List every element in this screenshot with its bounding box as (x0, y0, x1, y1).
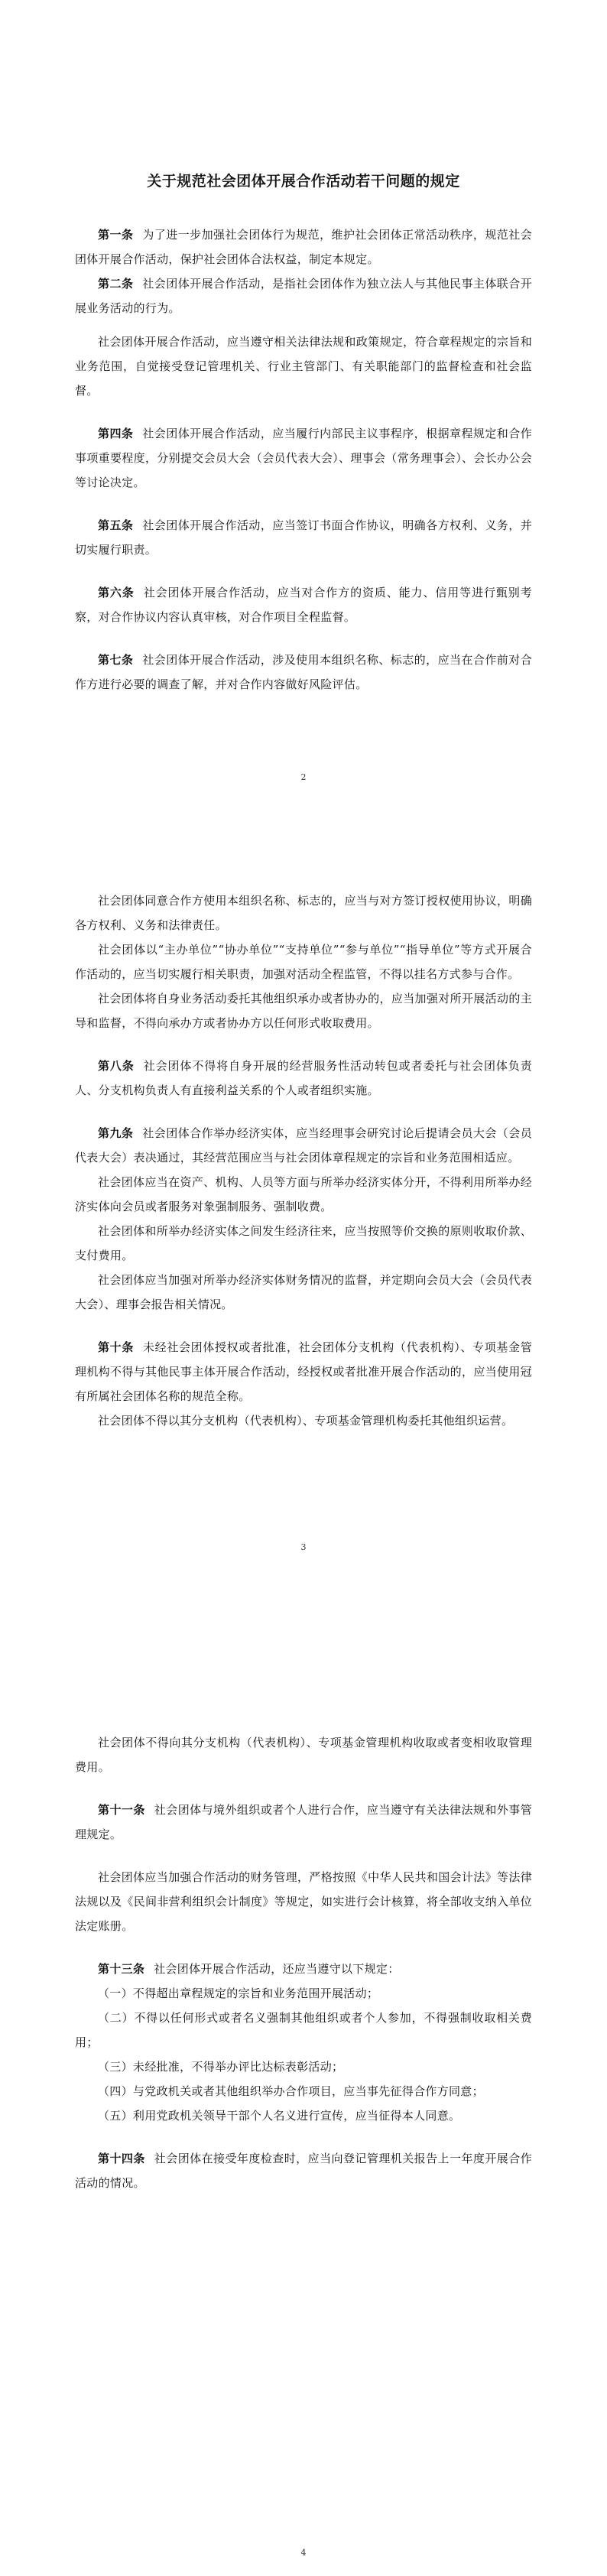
list-item-text: （五）利用党政机关领导干部个人名义进行宣传，应当征得本人同意。 (98, 2109, 461, 2123)
paragraph-text: 社会团体以“主办单位”“协办单位”“支持单位”“参与单位”“指导单位”等方式开展合作活动的，应当切实履行相关职责，加强对活动全程监管，不得以挂名方式参与合作。 (75, 943, 532, 981)
paragraph (75, 1865, 532, 1938)
paragraph (75, 888, 532, 937)
page-number: 2 (300, 772, 307, 782)
article-14 (75, 2146, 532, 2195)
paragraph-text: 社会团体将自身业务活动委托其他组织承办或者协办的，应当加强对所开展活动的主导和监督，不得向承办方或者协办方以任何形式收取费用。 (75, 992, 532, 1030)
paragraph (75, 1730, 532, 1779)
article-13 (75, 1957, 532, 1981)
paragraph-text: 社会团体应当在资产、机构、人员等方面与所举办经济实体分开，不得利用所举办经济实体向会员或者服务对象强制服务、强制收费。 (75, 1175, 532, 1213)
page-3 (0, 1717, 607, 2576)
article-text: 社会团体开展合作活动，应当签订书面合作协议，明确各方权利、义务，并切实履行职责。 (75, 518, 533, 557)
list-item (75, 2055, 532, 2079)
paragraph-text: 社会团体开展合作活动，应当遵守相关法律法规和政策规定，符合章程规定的宗旨和业务范围，自觉接受登记管理机关、行业主管部门、有关职能部门的监督检查和社会监督。 (75, 335, 532, 398)
paragraph (75, 937, 532, 986)
article-label: 第七条 (98, 653, 134, 667)
paragraph-text: 社会团体不得以其分支机构（代表机构）、专项基金管理机构委托其他组织运营。 (98, 1414, 514, 1428)
article-label: 第十条 (98, 1340, 134, 1354)
article-5 (75, 513, 532, 562)
article-label: 第十三条 (98, 1962, 145, 1976)
article-10 (75, 1335, 532, 1408)
paragraph (75, 1219, 532, 1268)
paragraph (75, 330, 532, 403)
page-number: 3 (300, 1542, 307, 1552)
page-2 (0, 859, 607, 1717)
article-label: 第六条 (98, 586, 135, 599)
article-9 (75, 1121, 532, 1170)
paragraph-text: 社会团体和所举办经济实体之间发生经济往来，应当按照等价交换的原则收取价款、支付费用。 (75, 1224, 532, 1262)
article-label: 第四条 (98, 427, 134, 440)
article-label: 第十四条 (98, 2152, 145, 2165)
article-label: 第八条 (98, 1059, 135, 1073)
page-2-body (75, 888, 532, 1433)
article-label: 第五条 (98, 518, 134, 532)
article-label: 第二条 (98, 277, 134, 291)
article-text: 社会团体在接受年度检查时，应当向登记管理机关报告上一年度开展合作活动的情况。 (75, 2152, 532, 2190)
paragraph (75, 1170, 532, 1219)
paragraph (75, 1408, 532, 1433)
list-item-text: （二）不得以任何形式或者名义强制其他组织或者个人参加，不得强制收取相关费用； (75, 2011, 532, 2049)
list-item-text: （一）不得超出章程规定的宗旨和业务范围开展活动； (98, 1986, 379, 2000)
list-item-text: （三）未经批准，不得举办评比达标表彰活动； (98, 2060, 344, 2074)
paragraph-text: 社会团体同意合作方使用本组织名称、标志的，应当与对方签订授权使用协议，明确各方权利、义务和法律责任。 (75, 894, 532, 932)
article-text: 社会团体开展合作活动，涉及使用本组织名称、标志的，应当在合作前对合作方进行必要的调查了解，并对合作内容做好风险评估。 (75, 653, 533, 691)
paragraph (75, 1268, 532, 1317)
article-text: 社会团体不得将自身开展的经营服务性活动转包或者委托与社会团体负责人、分支机构负责人有直接利益关系的个人或者组织实施。 (75, 1059, 532, 1097)
page-number: 4 (300, 2548, 307, 2558)
article-6 (75, 580, 532, 629)
article-label: 第九条 (98, 1126, 134, 1140)
paragraph-text: 社会团体应当加强合作活动的财务管理，严格按照《中华人民共和国会计法》等法律法规以及《民间非营利组织会计制度》等规定，如实进行会计核算，将全部收支纳入单位法定账册。 (75, 1870, 532, 1933)
paragraph-text: 社会团体不得向其分支机构（代表机构）、专项基金管理机构收取或者变相收取管理费用。 (75, 1736, 532, 1774)
article-label: 第一条 (98, 228, 134, 242)
document-title: 关于规范社会团体开展合作活动若干问题的规定 (147, 173, 460, 190)
article-text: 社会团体开展合作活动，是指社会团体作为独立法人与其他民事主体联合开展业务活动的行为。 (75, 277, 533, 315)
page-3-body (75, 1730, 532, 2195)
page-1-body (75, 223, 532, 697)
list-item (75, 2079, 532, 2103)
paragraph (75, 986, 532, 1035)
article-7 (75, 648, 532, 697)
article-2 (75, 271, 532, 320)
article-text: 社会团体开展合作活动，还应当遵守以下规定： (154, 1962, 400, 1976)
paragraph-text: 社会团体应当加强对所举办经济实体财务情况的监督，并定期向会员大会（会员代表大会）、理事会报告相关情况。 (75, 1273, 532, 1311)
page-1 (0, 0, 607, 859)
article-text: 未经社会团体授权或者批准，社会团体分支机构（代表机构）、专项基金管理机构不得与其他民事主体开展合作活动，经授权或者批准开展合作活动的，应当使用冠有所属社会团体名称的规范全称。 (75, 1340, 533, 1403)
list-item (75, 2103, 532, 2128)
article-label: 第十一条 (98, 1803, 145, 1817)
list-item (75, 1981, 532, 2006)
article-text: 社会团体开展合作活动，应当对合作方的资质、能力、信用等进行甄别考察，对合作协议内容认真审核，对合作项目全程监督。 (75, 586, 532, 624)
article-text: 为了进一步加强社会团体行为规范，维护社会团体正常活动秩序，规范社会团体开展合作活动，保护社会团体合法权益，制定本规定。 (75, 228, 533, 266)
list-item (75, 2006, 532, 2055)
article-4 (75, 421, 532, 495)
article-11 (75, 1798, 532, 1847)
list-item-text: （四）与党政机关或者其他组织举办合作项目，应当事先征得合作方同意； (98, 2084, 484, 2098)
article-text: 社会团体与境外组织或者个人进行合作，应当遵守有关法律法规和外事管理规定。 (75, 1803, 532, 1841)
article-1 (75, 223, 532, 271)
article-text: 社会团体开展合作活动，应当履行内部民主议事程序，根据章程规定和合作事项重要程度，分别提交会员大会（会员代表大会）、理事会（常务理事会）、会长办公会等讨论决定。 (75, 427, 533, 489)
article-8 (75, 1054, 532, 1103)
article-text: 社会团体合作举办经济实体，应当经理事会研究讨论后提请会员大会（会员代表大会）表决通过，其经营范围应当与社会团体章程规定的宗旨和业务范围相适应。 (75, 1126, 533, 1165)
